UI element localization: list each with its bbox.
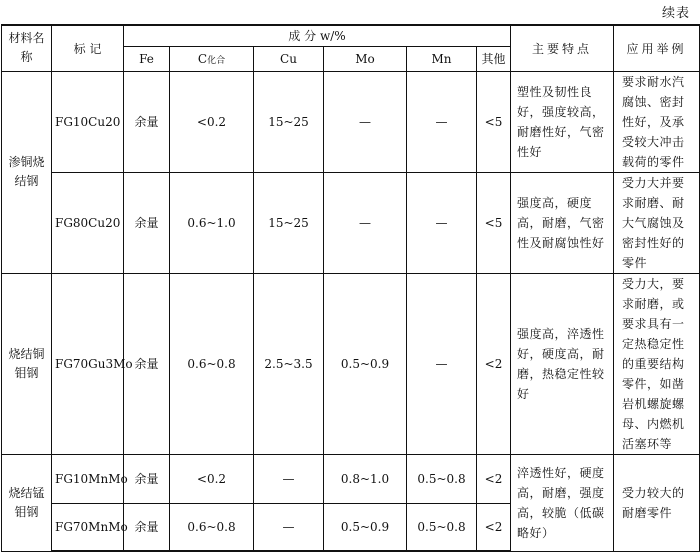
- cu-cell: 2.5~3.5: [254, 273, 324, 454]
- table-row: [2, 454, 700, 503]
- header-c: [170, 46, 254, 71]
- header-row-1: [2, 25, 700, 46]
- header-mo: Mo: [324, 46, 407, 71]
- other-cell: <5: [477, 172, 511, 273]
- header-material: 材料名称: [2, 25, 52, 71]
- materials-table: [1, 24, 700, 552]
- mo-cell: —: [324, 172, 407, 273]
- mn-cell: 0.5~0.8: [407, 454, 477, 503]
- other-cell: <2: [477, 273, 511, 454]
- other-cell: <2: [477, 503, 511, 551]
- cu-cell: —: [254, 503, 324, 551]
- mo-cell: 0.8~1.0: [324, 454, 407, 503]
- header-mark: 标 记: [52, 25, 124, 71]
- mark-cell: FG10Cu20: [52, 71, 124, 172]
- c-cell: 0.6~1.0: [170, 172, 254, 273]
- mo-cell: 0.5~0.9: [324, 503, 407, 551]
- header-features: 主要特点: [511, 25, 614, 71]
- mo-cell: 0.5~0.9: [324, 273, 407, 454]
- fe-cell: 余量: [124, 454, 170, 503]
- mn-cell: —: [407, 172, 477, 273]
- applications-cell: 受力大并要求耐磨、耐大气腐蚀及密封性好的零件: [614, 172, 700, 273]
- mn-cell: —: [407, 273, 477, 454]
- applications-cell: 要求耐水汽腐蚀、密封性好，及承受较大冲击载荷的零件: [614, 71, 700, 172]
- cu-cell: 15~25: [254, 172, 324, 273]
- c-cell: <0.2: [170, 454, 254, 503]
- category-cell: 烧结锰钼钢: [2, 454, 52, 551]
- features-cell: 淬透性好，硬度高，耐磨，强度高，较脆（低碳略好）: [511, 454, 614, 551]
- mn-cell: 0.5~0.8: [407, 503, 477, 551]
- table-caption: 续表: [661, 6, 690, 21]
- features-cell: 强度高，硬度高，耐磨，气密性及耐腐蚀性好: [511, 172, 614, 273]
- c-cell: 0.6~0.8: [170, 503, 254, 551]
- mark-cell: FG70MnMo: [52, 503, 124, 551]
- applications-cell: 受力大，要求耐磨，或要求具有一定热稳定性的重要结构零件，如凿岩机螺旋螺母、内燃机活塞环等: [614, 273, 700, 454]
- mn-cell: —: [407, 71, 477, 172]
- header-mn: Mn: [407, 46, 477, 71]
- cu-cell: —: [254, 454, 324, 503]
- header-c-sub: 化合: [207, 55, 226, 66]
- fe-cell: 余量: [124, 503, 170, 551]
- cu-cell: 15~25: [254, 71, 324, 172]
- other-cell: <5: [477, 71, 511, 172]
- table-row: [2, 172, 700, 273]
- category-cell: 渗铜烧结钢: [2, 71, 52, 273]
- c-cell: <0.2: [170, 71, 254, 172]
- features-cell: 塑性及韧性良好，强度较高，耐磨性好，气密性好: [511, 71, 614, 172]
- header-other: 其他: [477, 46, 511, 71]
- fe-cell: 余量: [124, 273, 170, 454]
- category-cell: 烧结铜钼钢: [2, 273, 52, 454]
- mark-cell: FG10MnMo: [52, 454, 124, 503]
- table-row: [2, 273, 700, 454]
- c-cell: 0.6~0.8: [170, 273, 254, 454]
- header-composition: 成 分 w/%: [124, 25, 511, 46]
- fe-cell: 余量: [124, 71, 170, 172]
- other-cell: <2: [477, 454, 511, 503]
- features-cell: 强度高，淬透性好，硬度高，耐磨，热稳定性较好: [511, 273, 614, 454]
- header-c-base: C: [197, 51, 208, 66]
- mark-cell: FG70Gu3Mo: [52, 273, 124, 454]
- header-fe: Fe: [124, 46, 170, 71]
- table-row: [2, 71, 700, 172]
- mo-cell: —: [324, 71, 407, 172]
- header-applications: 应用举例: [614, 25, 700, 71]
- applications-cell: 受力较大的耐磨零件: [614, 454, 700, 551]
- header-cu: Cu: [254, 46, 324, 71]
- fe-cell: 余量: [124, 172, 170, 273]
- mark-cell: FG80Cu20: [52, 172, 124, 273]
